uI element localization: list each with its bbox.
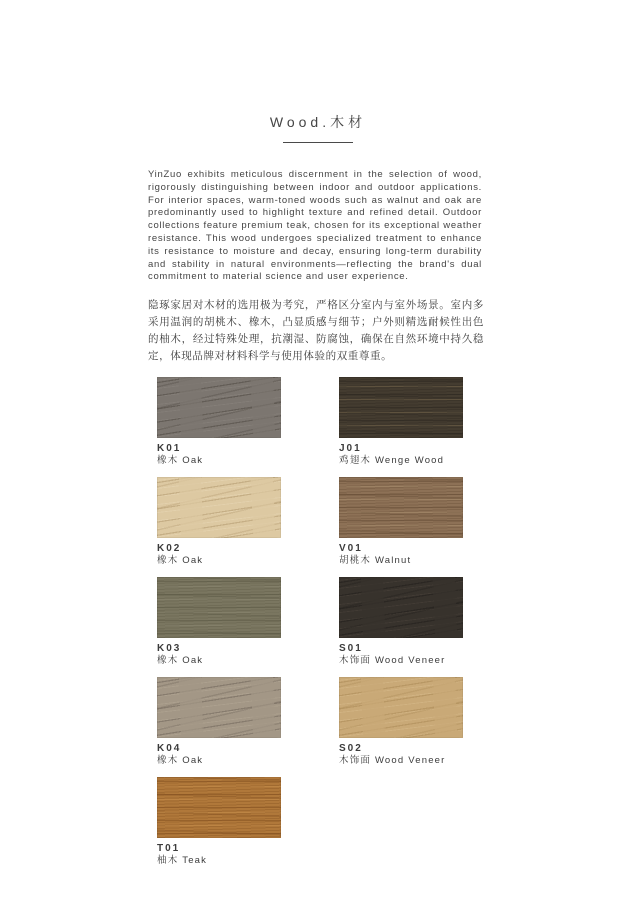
wood-sample-image xyxy=(157,377,281,438)
wood-sample-image xyxy=(157,777,281,838)
wood-sample-image xyxy=(157,677,281,738)
wood-sample-image xyxy=(339,677,463,738)
swatch-code: V01 xyxy=(339,543,363,554)
intro-paragraph-english: YinZuo exhibits meticulous discernment in the selection of wood, rigorously distinguishing between indoor and outdoor applications. For interior spaces, warm-toned woods such as walnut and oak are predominantly used to highlight texture and refined detail. Outdoor collections feature premium teak, chosen for its exceptional weather resistance. This wood undergoes specialized treatment to enhance its resistance to moisture and decay, ensuring long-term durability and stability in natural environments—reflecting the brand's dual commitment to material science and user experience. xyxy=(148,169,482,283)
wood-sample-image xyxy=(339,477,463,538)
wood-sample-image xyxy=(157,577,281,638)
swatch-caption xyxy=(157,743,281,766)
swatch-name: 鸡翅木 Wenge Wood xyxy=(339,455,445,466)
swatch-caption xyxy=(339,443,463,466)
swatch-name: 橡木 Oak xyxy=(157,655,204,666)
swatch-code: K03 xyxy=(157,643,182,654)
swatch-name: 橡木 Oak xyxy=(157,755,204,766)
swatch-code: S02 xyxy=(339,743,363,754)
wood-sample-image xyxy=(339,377,463,438)
swatch-code: J01 xyxy=(339,443,362,454)
swatch-code: S01 xyxy=(339,643,363,654)
swatch-caption xyxy=(339,743,463,766)
swatch-code: K04 xyxy=(157,743,182,754)
swatch-code: K01 xyxy=(157,443,182,454)
swatch-code: K02 xyxy=(157,543,182,554)
wood-swatch xyxy=(339,677,463,777)
swatch-name: 橡木 Oak xyxy=(157,555,204,566)
swatch-caption xyxy=(157,843,281,866)
swatch-caption xyxy=(339,543,463,566)
wood-swatch xyxy=(339,377,463,477)
wood-swatch xyxy=(339,577,463,677)
swatch-caption xyxy=(157,643,281,666)
swatch-name: 木饰面 Wood Veneer xyxy=(339,655,446,666)
title-underline xyxy=(283,142,353,143)
swatch-caption xyxy=(157,543,281,566)
wood-sample-image xyxy=(339,577,463,638)
intro-paragraph-chinese: 隐琢家居对木材的选用极为考究，严格区分室内与室外场景。室内多采用温润的胡桃木、橡木，凸显质感与细节；户外则精选耐候性出色的柚木，经过特殊处理，抗潮湿、防腐蚀，确保在自然环境中持久稳定，体现品牌对材料科学与使用体验的双重尊重。 xyxy=(148,299,484,362)
swatch-caption xyxy=(339,643,463,666)
wood-sample-image xyxy=(157,477,281,538)
swatch-name: 木饰面 Wood Veneer xyxy=(339,755,446,766)
wood-swatch xyxy=(339,477,463,577)
wood-swatch xyxy=(157,777,281,877)
wood-swatch-grid xyxy=(157,377,463,877)
swatch-name: 胡桃木 Walnut xyxy=(339,555,412,566)
wood-swatch xyxy=(157,577,281,677)
wood-swatch xyxy=(157,677,281,777)
swatch-code: T01 xyxy=(157,843,181,854)
swatch-name: 橡木 Oak xyxy=(157,455,204,466)
swatch-name: 柚木 Teak xyxy=(157,855,208,866)
wood-swatch xyxy=(157,377,281,477)
page-title: Wood.木材 xyxy=(269,114,367,130)
swatch-caption xyxy=(157,443,281,466)
title-block xyxy=(0,112,636,143)
wood-swatch xyxy=(157,477,281,577)
